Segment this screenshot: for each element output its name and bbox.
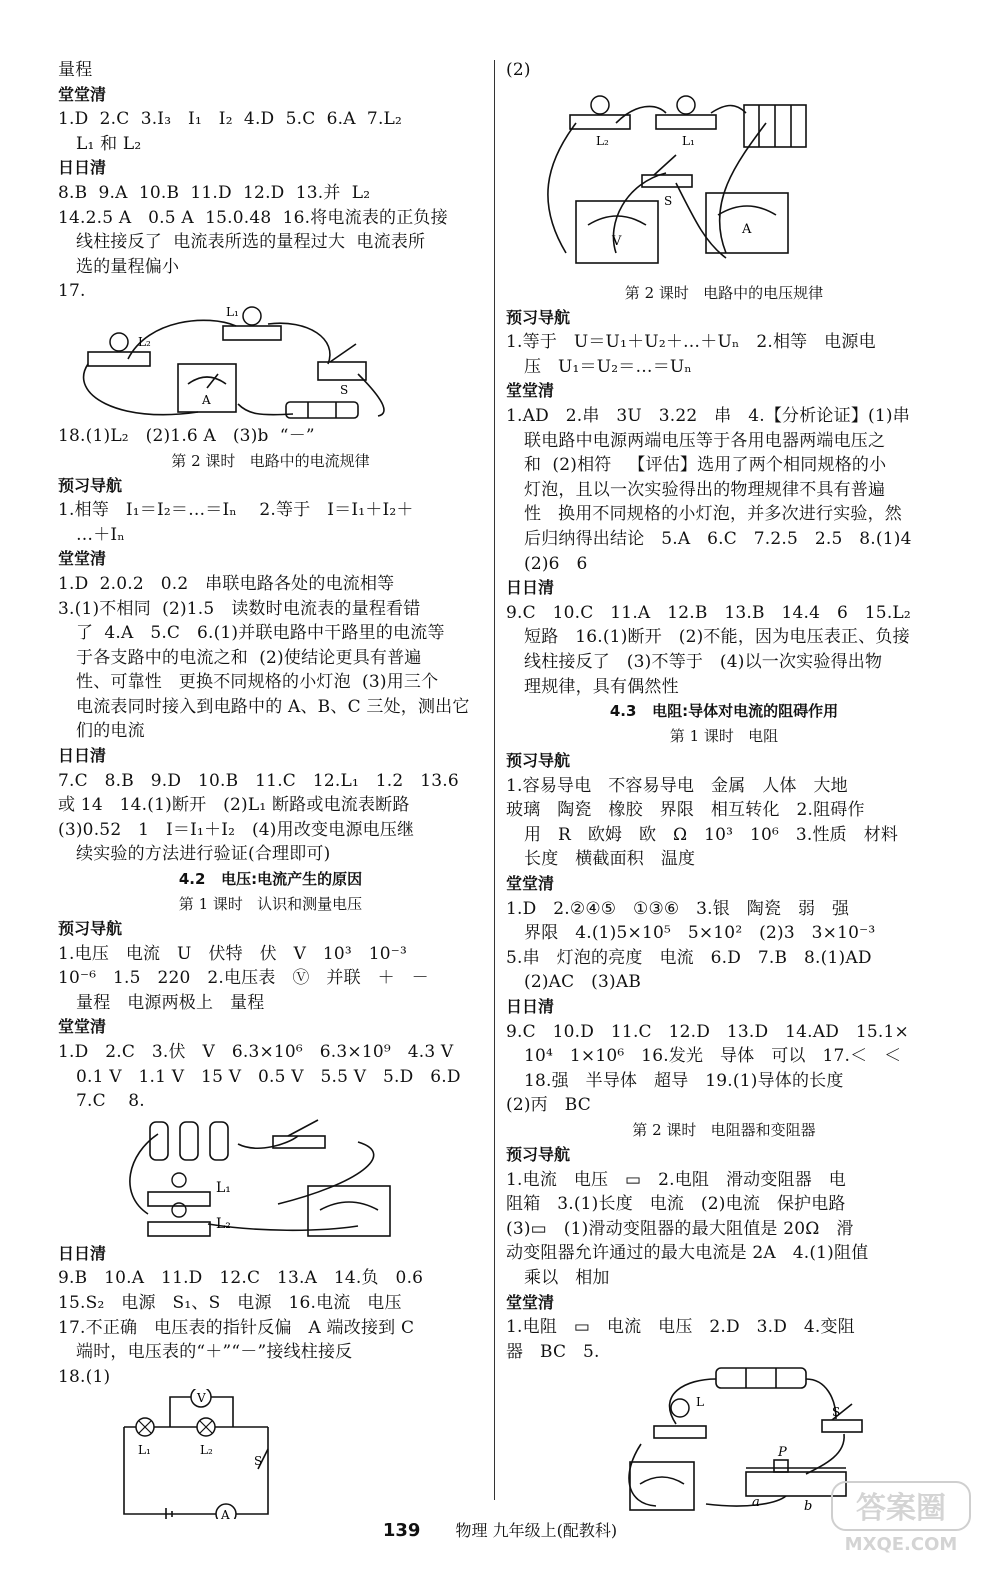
answer-line: 和 (2)相符 【评估】选用了两个相同规格的小 — [524, 455, 887, 476]
answer-line: (3)0.52 1 I＝I₁＋I₂ (4)用改变电源电压继 — [58, 819, 415, 840]
answer-line: 9.C 10.D 11.C 12.D 13.D 14.AD 15.1× — [506, 1021, 909, 1042]
answer-line: 1.电阻 ▭ 电流 电压 2.D 3.D 4.变阻 — [506, 1317, 855, 1338]
fig17-label-l2: L₂ — [138, 334, 151, 349]
section-heading: 日日清 — [506, 578, 555, 598]
answer-line: L₁ 和 L₂ — [76, 133, 142, 154]
answer-line: 线柱接反了 (3)不等于 (4)以一次实验得出物 — [524, 651, 883, 672]
answer-line: 18.(1) — [58, 1366, 111, 1387]
answer-line: 短路 16.(1)断开 (2)不能，因为电压表正、负接 — [524, 627, 910, 648]
fig2-label-v: V — [612, 233, 622, 249]
answer-line: 界限 4.(1)5×10⁵ 5×10² (2)3 3×10⁻³ — [524, 923, 876, 944]
answer-line: 压 U₁＝U₂＝…＝Uₙ — [524, 356, 692, 377]
answer-line: 或 14 14.(1)断开 (2)L₁ 断路或电流表断路 — [58, 795, 410, 816]
section-heading: 预习导航 — [506, 307, 571, 327]
answer-line: 续实验的方法进行验证(合理即可) — [76, 844, 331, 865]
watermark-url: MXQE.COM — [844, 1534, 958, 1555]
answer-line: 端时，电压表的“＋”“－”接线柱接反 — [76, 1342, 353, 1363]
circuit-figure-fig8 — [58, 1114, 483, 1242]
answer-line: 选的量程偏小 — [76, 256, 180, 277]
answer-line: 18.强 半导体 超导 19.(1)导体的长度 — [524, 1070, 844, 1091]
lesson-title: 第 1 课时 电阻 — [669, 727, 779, 746]
answer-line: 9.C 10.C 11.A 12.B 13.B 14.4 6 15.L₂ — [506, 602, 911, 623]
answer-line: 于各支路中的电流之和 (2)使结论更具有普遍 — [76, 647, 422, 668]
fig18-label-l2: L₂ — [200, 1443, 213, 1458]
section-heading: 堂堂清 — [58, 84, 107, 104]
circuit-figure-fig18 — [58, 1389, 483, 1519]
answer-line: 了 4.A 5.C 6.(1)并联电路中干路里的电流等 — [76, 623, 445, 644]
answer-line: 7.C 8.B 9.D 10.B 11.C 12.L₁ 1.2 13.6 — [58, 770, 459, 791]
answer-line: 长度 横截面积 温度 — [524, 849, 696, 870]
answer-line: 7.C 8. — [76, 1091, 145, 1112]
answer-line: 线柱接反了 电流表所选的量程过大 电流表所 — [76, 232, 426, 253]
fig2-label-l1: L₁ — [682, 133, 695, 148]
section-heading: 堂堂清 — [506, 874, 555, 894]
answer-line: 1.等于 U＝U₁＋U₂＋…＋Uₙ 2.相等 电源电 — [506, 332, 876, 353]
right-column — [506, 58, 942, 1514]
lesson-title: 第 1 课时 认识和测量电压 — [178, 895, 363, 914]
answer-line: 9.B 10.A 11.D 12.C 13.A 14.负 0.6 — [58, 1268, 424, 1289]
answer-line: 8.B 9.A 10.B 11.D 12.D 13.并 L₂ — [58, 182, 371, 203]
answer-line: 1.D 2.②④⑤ ①③⑥ 3.银 陶瓷 弱 强 — [506, 898, 850, 919]
circuit-figure-fig17 — [58, 304, 483, 424]
fig5-label-p: P — [778, 1445, 787, 1461]
fig2-label-a: A — [742, 221, 752, 237]
answer-line: 后归纳得出结论 5.A 6.C 7.2.5 2.5 8.(1)4 — [524, 528, 912, 549]
page-number: 139 — [382, 1520, 421, 1541]
answer-line: 10⁴ 1×10⁶ 16.发光 导体 可以 17.＜ ＜ — [524, 1046, 902, 1067]
answer-line: 性 换用不同规格的小灯泡，并多次进行实验，然 — [524, 504, 903, 525]
column-divider — [494, 60, 495, 1500]
answer-line: 15.S₂ 电源 S₁、S 电源 16.电流 电压 — [58, 1292, 402, 1313]
answer-line: 器 BC 5. — [506, 1341, 600, 1362]
answer-line: 动变阻器允许通过的最大电流是 2A 4.(1)阻值 — [506, 1243, 869, 1264]
answer-line: (2)丙 BC — [506, 1095, 591, 1116]
fig5-label-a: a — [752, 1495, 760, 1511]
fig17-label-l1: L₁ — [226, 304, 239, 319]
answer-line: 3.(1)不相同 (2)1.5 读数时电流表的量程看错 — [58, 598, 421, 619]
answer-line: 理规律，具有偶然性 — [524, 676, 679, 697]
answer-line: 联电路中电源两端电压等于各用电器两端电压之 — [524, 430, 886, 451]
section-heading: 堂堂清 — [506, 381, 555, 401]
answer-line: 1.AD 2.串 3U 3.22 串 4.【分析论证】(1)串 — [506, 405, 910, 426]
answer-line: (2) — [506, 60, 531, 80]
section-heading: 预习导航 — [506, 751, 571, 771]
section-heading: 堂堂清 — [506, 1292, 555, 1312]
answer-line: 17. — [58, 281, 86, 302]
section-heading: 堂堂清 — [58, 549, 107, 569]
answer-line: 乘以 相加 — [524, 1267, 610, 1288]
section-heading: 堂堂清 — [58, 1017, 107, 1037]
fig17-label-a: A — [202, 392, 211, 407]
answer-line: 量程 电源两极上 量程 — [76, 992, 265, 1013]
answer-line: …＋Iₙ — [76, 524, 125, 545]
fig5-label-b: b — [804, 1499, 813, 1515]
fig18-label-v: V — [197, 1391, 206, 1406]
answer-line: 1.电流 电压 ▭ 2.电阻 滑动变阻器 电 — [506, 1169, 846, 1190]
answer-line: (2)AC (3)AB — [524, 972, 642, 993]
answer-line: 1.D 2.C 3.伏 V 6.3×10⁶ 6.3×10⁹ 4.3 V — [58, 1042, 454, 1062]
section-heading: 预习导航 — [506, 1145, 571, 1164]
fig17-label-s: S — [340, 382, 349, 397]
answer-line: (2)6 6 — [524, 553, 588, 574]
lesson-title: 第 2 课时 电阻器和变阻器 — [632, 1121, 816, 1139]
answer-line: 性、可靠性 更换不同规格的小灯泡 (3)用三个 — [76, 672, 439, 693]
lesson-title: 4.2 电压:电流产生的原因 — [178, 870, 363, 889]
section-heading: 预习导航 — [58, 475, 123, 495]
answer-line: 0.1 V 1.1 V 15 V 0.5 V 5.5 V 5.D 6.D — [76, 1066, 461, 1087]
answer-line: 电流表同时接入到电路中的 A、B、C 三处，测出它 — [76, 696, 470, 717]
answer-line: 玻璃 陶瓷 橡胶 界限 相互转化 2.阻碍作 — [506, 800, 865, 821]
answer-line: 1.D 2.C 3.I₃ I₁ I₂ 4.D 5.C 6.A 7.L₂ — [58, 109, 403, 130]
answer-line: 量程 — [58, 60, 93, 80]
book-title: 物理 九年级上(配教科) — [455, 1521, 618, 1540]
fig2-label-s: S — [664, 193, 673, 208]
answer-line: 18.(1)L₂ (2)1.6 A (3)b “－” — [58, 425, 315, 446]
answer-line: 阻箱 3.(1)长度 电流 (2)电流 保护电路 — [506, 1194, 846, 1215]
fig5-label-l: L — [696, 1395, 704, 1410]
answer-line: 们的电流 — [76, 721, 145, 742]
answer-line: 1.D 2.0.2 0.2 串联电路各处的电流相等 — [58, 573, 395, 594]
answer-line: 用 R 欧姆 欧 Ω 10³ 10⁶ 3.性质 材料 — [524, 824, 899, 845]
answer-line: (3)▭ (1)滑动变阻器的最大阻值是 20Ω 滑 — [506, 1218, 854, 1239]
fig5-label-s: S — [832, 1405, 841, 1420]
answer-line: 14.2.5 A 0.5 A 15.0.48 16.将电流表的正负接 — [58, 207, 448, 228]
left-column — [58, 58, 483, 1519]
fig18-label-l1: L₁ — [138, 1443, 151, 1458]
section-heading: 日日清 — [58, 746, 107, 766]
lesson-title: 4.3 电阻:导体对电流的阻碍作用 — [609, 702, 839, 721]
answer-line: 1.电压 电流 U 伏特 伏 V 10³ 10⁻³ — [58, 943, 407, 964]
answer-line: 17.不正确 电压表的指针反偏 A 端改接到 C — [58, 1317, 415, 1338]
answer-line: 灯泡，且以一次实验得出的物理规律不具有普遍 — [524, 479, 886, 500]
answer-line: 10⁻⁶ 1.5 220 2.电压表 Ⓥ 并联 ＋ － — [58, 968, 429, 989]
fig2-label-l2: L₂ — [596, 133, 609, 148]
watermark-text: 答案圈 — [856, 1491, 946, 1526]
answer-line: 5.串 灯泡的亮度 电流 6.D 7.B 8.(1)AD — [506, 947, 872, 968]
answer-line: 1.相等 I₁＝I₂＝…＝Iₙ 2.等于 I＝I₁＋I₂＋ — [58, 500, 414, 521]
fig8-label-l1: L₁ — [216, 1179, 231, 1196]
section-heading: 日日清 — [506, 997, 555, 1017]
answer-line: 1.容易导电 不容易导电 金属 人体 大地 — [506, 775, 848, 796]
lesson-title: 第 2 课时 电路中的电压规律 — [624, 283, 824, 302]
section-heading: 日日清 — [58, 158, 107, 178]
fig8-label-l2: L₂ — [216, 1215, 231, 1232]
lesson-title: 第 2 课时 电路中的电流规律 — [171, 451, 370, 470]
watermark-logo — [826, 1476, 976, 1556]
circuit-figure-fig2 — [506, 83, 942, 281]
fig18-label-s: S — [254, 1454, 263, 1469]
fig18-label-a: A — [221, 1508, 230, 1520]
section-heading: 预习导航 — [58, 919, 123, 939]
section-heading: 日日清 — [58, 1243, 107, 1263]
